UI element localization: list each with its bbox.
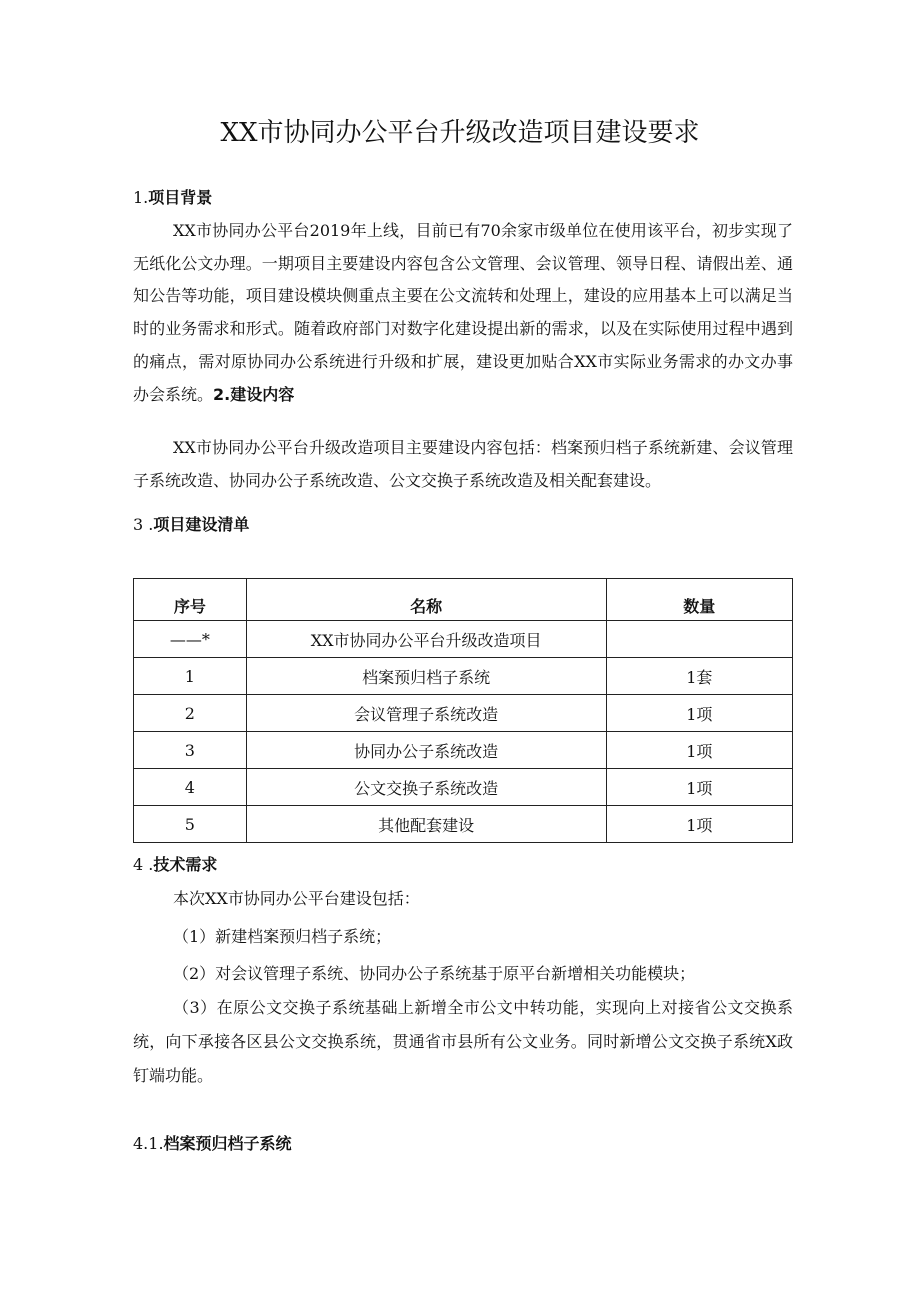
cell-name: 公文交换子系统改造 xyxy=(246,769,606,806)
cell-index: 3 xyxy=(134,732,247,769)
section-label: 技术需求 xyxy=(153,855,218,874)
table-header-row xyxy=(134,579,793,621)
table-row xyxy=(134,695,793,732)
cell-name: 档案预归档子系统 xyxy=(246,658,606,695)
tech-intro: 本次XX市协同办公平台建设包括： xyxy=(173,889,420,908)
cell-name: 会议管理子系统改造 xyxy=(246,695,606,732)
cell-quantity: 1项 xyxy=(606,769,792,806)
section-number: 2. xyxy=(213,384,231,404)
table-row xyxy=(134,732,793,769)
section-heading-tech xyxy=(133,852,217,875)
table-row xyxy=(134,769,793,806)
content-paragraph: XX市协同办公平台升级改造项目主要建设内容包括：档案预归档子系统新建、会议管理子系统改造、协同办公子系统改造、公文交换子系统改造及相关配套建设。 xyxy=(133,438,793,490)
section-heading-archive xyxy=(133,1131,292,1154)
cell-index: 2 xyxy=(134,695,247,732)
tech-item-2: （2）对会议管理子系统、协同办公子系统基于原平台新增相关功能模块； xyxy=(173,964,696,983)
section-heading-content-inline xyxy=(213,385,294,404)
project-list-table xyxy=(133,578,793,843)
section-label: 项目背景 xyxy=(148,188,213,207)
section-number: 1. xyxy=(133,188,149,207)
section-number: 4.1. xyxy=(133,1134,164,1153)
header-cell-quantity: 数量 xyxy=(606,579,792,621)
section-number: 3 . xyxy=(133,515,154,534)
cell-name: 其他配套建设 xyxy=(246,806,606,843)
cell-index: 1 xyxy=(134,658,247,695)
cell-index: 5 xyxy=(134,806,247,843)
tech-item-3: （3）在原公文交换子系统基础上新增全市公文中转功能，实现向上对接省公文交换系统，向下承接各区县公文交换系统，贯通省市县所有公文业务。同时新增公文交换子系统X政钉端功能。 xyxy=(133,998,793,1085)
section-number: 4 . xyxy=(133,855,154,874)
header-cell-index: 序号 xyxy=(134,579,247,621)
table-row xyxy=(134,806,793,843)
section-label: 档案预归档子系统 xyxy=(163,1134,292,1153)
background-text: XX市协同办公平台2019年上线，目前已有70余家市级单位在使用该平台，初步实现了无纸化公文办理。一期项目主要建设内容包含公文管理、会议管理、领导日程、请假出差、通知公告等功能，项目建设模块侧重点主要在公文流转和处理上，建设的应用基本上可以满足当时的业务需求和形式。随着政府部门对数字化建设提出新的需求，以及在实际使用过程中遇到的痛点，需对原协同办公系统进行升级和扩展，建设更加贴合XX市实际业务需求的办文办事办会系统。 xyxy=(133,221,793,404)
cell-index: 4 xyxy=(134,769,247,806)
cell-quantity: 1项 xyxy=(606,732,792,769)
cell-index: ——* xyxy=(134,621,247,658)
background-paragraph xyxy=(133,215,793,411)
table-row xyxy=(134,658,793,695)
cell-quantity: 1项 xyxy=(606,806,792,843)
document-title: XX市协同办公平台升级改造项目建设要求 xyxy=(220,118,700,148)
cell-quantity: 1项 xyxy=(606,695,792,732)
section-heading-background xyxy=(133,185,212,208)
cell-name: 协同办公子系统改造 xyxy=(246,732,606,769)
section-label: 项目建设清单 xyxy=(153,515,250,534)
cell-name: XX市协同办公平台升级改造项目 xyxy=(246,621,606,658)
cell-quantity xyxy=(606,621,792,658)
section-heading-list xyxy=(133,512,249,535)
header-cell-name: 名称 xyxy=(246,579,606,621)
section-label: 建设内容 xyxy=(230,384,295,404)
cell-quantity: 1套 xyxy=(606,658,792,695)
tech-item-1: （1）新建档案预归档子系统； xyxy=(173,927,392,946)
table-row xyxy=(134,621,793,658)
